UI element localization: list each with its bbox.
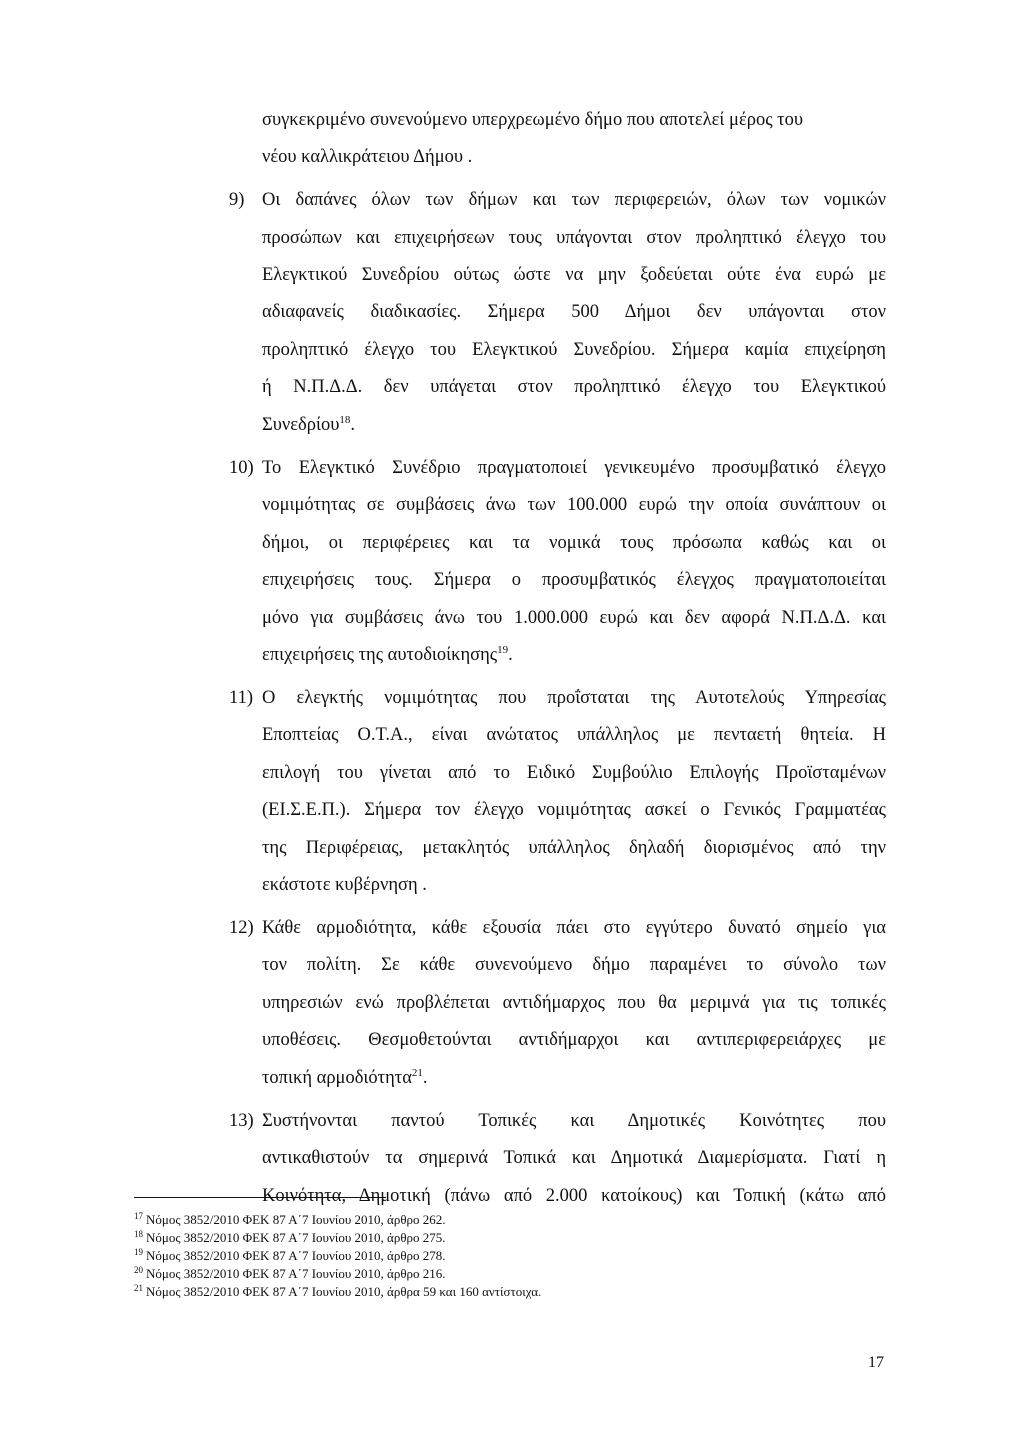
- item-line: Κάθε αρμοδιότητα, κάθε εξουσία πάει στο εγγύτερο δυνατό σημείο για: [262, 918, 886, 938]
- footnote-mark: 20: [134, 1265, 143, 1275]
- item-line: Το Ελεγκτικό Συνέδριο πραγματοποιεί γενικευμένο προσυμβατικό έλεγχο: [262, 458, 886, 478]
- item-line: επιχειρήσεις τους. Σήμερα ο προσυμβατικός έλεγχος πραγματοποιείται: [262, 570, 886, 590]
- item-line: Εποπτείας Ο.Τ.Α., είναι ανώτατος υπάλληλος με πενταετή θητεία. Η: [262, 725, 886, 745]
- footnote: $^{21}$ Νόμος 3852/2010 ΦΕΚ 87 Α΄7 Ιουνίου 2010, άρθρα 59 και 160 αντίστοιχα.: [134, 1283, 542, 1299]
- item-line: ή Ν.Π.Δ.Δ. δεν υπάγεται στον προληπτικό έλεγχο του Ελεγκτικού: [262, 377, 886, 397]
- item-line: νομιμότητας σε συμβάσεις άνω των 100.000 ευρώ την οποία συνάπτουν οι: [262, 495, 886, 515]
- footnote-mark: 18: [134, 1229, 143, 1239]
- paragraph-line: συγκεκριμένο συνενούμενο υπερχρεωμένο δήμο που αποτελεί μέρος του: [262, 110, 803, 130]
- item-line: μόνο για συμβάσεις άνω του 1.000.000 ευρώ και δεν αφορά Ν.Π.Δ.Δ. και: [262, 608, 886, 628]
- paragraph-line: νέου καλλικράτειου Δήμου .: [262, 147, 473, 167]
- footnote-mark: 19: [134, 1247, 143, 1257]
- item-number: 12): [229, 918, 254, 938]
- footnote: $^{20}$ Νόμος 3852/2010 ΦΕΚ 87 Α΄7 Ιουνίου 2010, άρθρο 216.: [134, 1265, 446, 1281]
- item-line: προληπτικό έλεγχο του Ελεγκτικού Συνεδρίου. Σήμερα καμία επιχείρηση: [262, 340, 886, 360]
- item-line: της Περιφέρειας, μετακλητός υπάλληλος δηλαδή διορισμένος από την: [262, 838, 886, 858]
- item-number: 11): [229, 688, 253, 708]
- item-number: 13): [229, 1111, 254, 1131]
- footnote-ref: 19: [497, 644, 509, 656]
- footnote-ref: 18: [339, 414, 351, 426]
- item-line: Συστήνονται παντού Τοπικές και Δημοτικές Κοινότητες που: [262, 1111, 886, 1131]
- item-number: 9): [229, 190, 245, 210]
- item-line: υπηρεσιών ενώ προβλέπεται αντιδήμαρχος που θα μεριμνά για τις τοπικές: [262, 993, 886, 1013]
- footnote: $^{19}$ Νόμος 3852/2010 ΦΕΚ 87 Α΄7 Ιουνίου 2010, άρθρο 278.: [134, 1247, 446, 1263]
- item-number: 10): [229, 458, 254, 478]
- footnote-mark: 17: [134, 1211, 143, 1221]
- footnote: $^{18}$ Νόμος 3852/2010 ΦΕΚ 87 Α΄7 Ιουνίου 2010, άρθρο 275.: [134, 1229, 446, 1245]
- footnote-ref: 21: [411, 1067, 423, 1079]
- item-line: αδιαφανείς διαδικασίες. Σήμερα 500 Δήμοι δεν υπάγονται στον: [262, 302, 886, 322]
- item-line: Ο ελεγκτής νομιμότητας που προΐσταται της Αυτοτελούς Υπηρεσίας: [262, 688, 886, 708]
- item-line: τοπική αρμοδιότητα$^{21}$.: [262, 1067, 428, 1088]
- item-line: Κοινότητα, Δημοτική (πάνω από 2.000 κατοίκους) και Τοπική (κάτω από: [262, 1186, 886, 1206]
- item-line: επιχειρήσεις της αυτοδιοίκησης$^{19}$.: [262, 644, 513, 665]
- page-number: 17: [868, 1354, 884, 1371]
- item-line: επιλογή του γίνεται από το Ειδικό Συμβούλιο Επιλογής Προϊσταμένων: [262, 763, 886, 783]
- footnote-separator: [134, 1197, 386, 1198]
- footnote-mark: 21: [134, 1283, 143, 1293]
- item-line: υποθέσεις. Θεσμοθετούνται αντιδήμαρχοι και αντιπεριφερειάρχες με: [262, 1030, 886, 1050]
- item-line: εκάστοτε κυβέρνηση .: [262, 875, 427, 895]
- item-line: τον πολίτη. Σε κάθε συνενούμενο δήμο παραμένει το σύνολο των: [262, 955, 886, 975]
- item-line: Οι δαπάνες όλων των δήμων και των περιφερειών, όλων των νομικών: [262, 190, 886, 210]
- item-line: αντικαθιστούν τα σημερινά Τοπικά και Δημοτικά Διαμερίσματα. Γιατί η: [262, 1148, 886, 1168]
- item-line: (ΕΙ.Σ.Ε.Π.). Σήμερα τον έλεγχο νομιμότητας ασκεί ο Γενικός Γραμματέας: [262, 800, 886, 820]
- item-line: Συνεδρίου$^{18}$.: [262, 414, 356, 435]
- footnote: $^{17}$ Νόμος 3852/2010 ΦΕΚ 87 Α΄7 Ιουνίου 2010, άρθρο 262.: [134, 1211, 446, 1227]
- item-line: δήμοι, οι περιφέρειες και τα νομικά τους πρόσωπα καθώς και οι: [262, 533, 886, 553]
- item-line: προσώπων και επιχειρήσεων τους υπάγονται στον προληπτικό έλεγχο του: [262, 228, 886, 248]
- item-line: Ελεγκτικού Συνεδρίου ούτως ώστε να μην ξοδεύεται ούτε ένα ευρώ με: [262, 265, 886, 285]
